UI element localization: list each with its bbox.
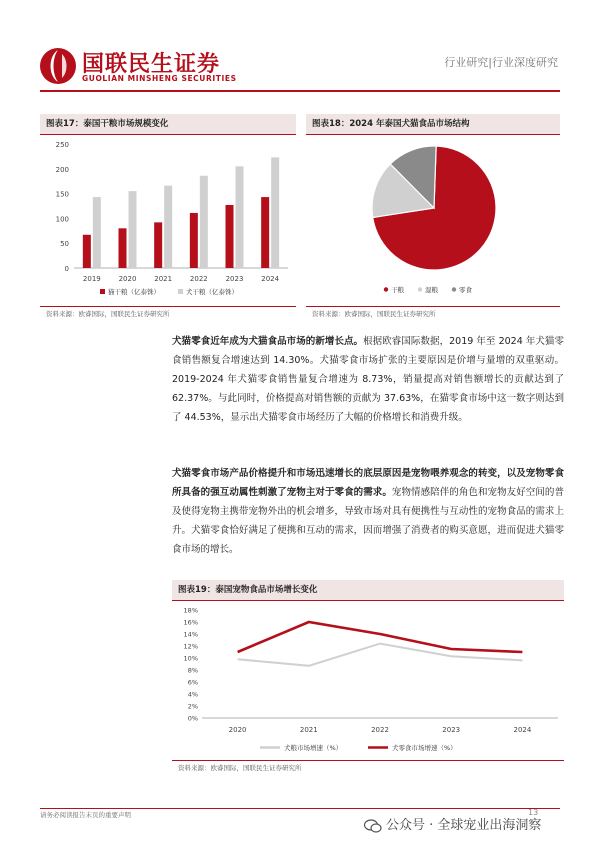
x-tick-label: 2020 [228, 726, 247, 734]
x-tick-label: 2020 [118, 275, 137, 283]
y-tick-label: 150 [55, 190, 69, 199]
paragraph-1 [172, 332, 564, 427]
y-tick-label: 8% [187, 666, 198, 675]
paragraph-2 [172, 464, 564, 559]
page-number: 13 [528, 808, 539, 817]
x-tick-label: 2024 [513, 726, 532, 734]
legend-label: 干粮 [391, 286, 404, 294]
watermark-text: 公众号 · 全球宠业出海洞察 [386, 818, 542, 833]
figure-19-source: 资料来源：欧睿国际，国联民生证券研究所 [178, 764, 302, 772]
bar [119, 228, 127, 268]
y-tick-label: 0 [64, 265, 69, 273]
watermark [364, 814, 541, 833]
report-section: 行业研究|行业深度研究 [444, 56, 558, 69]
y-tick-label: 100 [55, 215, 69, 224]
legend-label: 零食 [459, 286, 472, 294]
y-tick-label: 0% [187, 714, 198, 723]
y-tick-label: 2% [187, 702, 198, 711]
wechat-icon [364, 819, 382, 833]
bar [164, 186, 172, 268]
legend-dot [452, 287, 456, 291]
figure-18-source: 资料来源：欧睿国际，国联民生证券研究所 [312, 310, 436, 318]
figure-19-title-line [172, 600, 564, 601]
y-tick-label: 200 [55, 165, 69, 174]
paragraph-1-lead: 犬猫零食近年成为犬猫食品市场的新增长点。 [172, 336, 364, 347]
y-tick-label: 6% [187, 678, 198, 687]
x-tick-label: 2022 [189, 275, 208, 283]
y-tick-label: 12% [183, 642, 198, 651]
legend-label-dog-food: 犬粮市场增速（%） [284, 744, 343, 752]
legend-swatch-cat [100, 289, 105, 294]
x-tick-label: 2021 [299, 726, 318, 734]
line-series-dog-food [238, 644, 523, 666]
bar [83, 235, 91, 268]
y-tick-label: 14% [183, 630, 198, 639]
figure-17 [40, 114, 296, 304]
paragraph-2-body: 宠物情感陪伴的角色和宠物友好空间的普及使得宠物主携带宠物外出的机会增多，导致市场对具有便携性与互动性的宠物食品的需求上升。犬猫零食恰好满足了便携和互动的需求，因而增强了消费者的购买意愿，进而促进犬猫零食市场的增长。 [172, 487, 564, 555]
y-tick-label: 250 [55, 141, 69, 149]
y-tick-label: 16% [183, 618, 198, 627]
legend-label-cat: 猫干粮（亿泰铢） [108, 288, 160, 296]
figure-18-source-line [306, 306, 560, 307]
bar [271, 157, 279, 268]
pie-chart [306, 136, 560, 304]
bar [190, 213, 198, 268]
footer-divider [40, 808, 560, 809]
legend-label-dog-treats: 犬零食市场增速（%） [392, 744, 457, 752]
brand-name-cn: 国联民生证券 [82, 52, 221, 77]
legend-dot [384, 287, 388, 291]
y-tick-label: 18% [183, 606, 198, 615]
header-divider [40, 90, 560, 92]
figure-17-source: 资料来源：欧睿国际，国联民生证券研究所 [46, 310, 170, 318]
legend-label-dog: 犬干粮（亿泰铢） [186, 288, 238, 296]
bar [154, 222, 162, 268]
paragraph-2-lead: 犬猫零食市场产品价格提升和市场迅速增长的底层原因是宠物喂养观念的转变，以及宠物零食所具备的强互动属性刺激了宠物主对于零食的需求。 [172, 468, 564, 498]
bar [261, 197, 269, 268]
legend-dot [418, 287, 422, 291]
bar [236, 166, 244, 268]
brand-name-en: GUOLIAN MINSHENG SECURITIES [82, 74, 237, 83]
bar [200, 176, 208, 268]
bar [226, 205, 234, 268]
figure-19-title: 图表19：泰国宠物食品市场增长变化 [172, 580, 564, 600]
bar [93, 197, 101, 268]
figure-17-title: 图表17：泰国干粮市场规模变化 [40, 114, 296, 134]
bar-chart [40, 136, 296, 304]
x-tick-label: 2019 [82, 275, 101, 283]
x-tick-label: 2022 [371, 726, 389, 734]
figure-17-title-line [40, 134, 296, 135]
figure-17-source-line [40, 306, 296, 307]
footer-disclaimer: 请务必阅读报告末页的重要声明 [40, 811, 131, 819]
y-tick-label: 50 [60, 240, 69, 249]
x-tick-label: 2023 [225, 275, 244, 283]
x-tick-label: 2024 [261, 275, 280, 283]
x-tick-label: 2021 [154, 275, 173, 283]
figure-19-source-line [172, 760, 564, 761]
paragraph-1-body: 根据欧睿国际数据，2019 年至 2024 年犬猫零食销售额复合增速达到 14.30%。犬猫零食市场扩张的主要原因是价增与量增的双重驱动。2019-2024 年犬猫零食销售量复合增速为 8.73%，销量提高对销售额增长的贡献达到了 62.37%。与此同时，价格提高对销售额的贡献为 37.63%，在猫零食市场中这一数字则达到了 44.53%，显示出犬猫零食市场经历了大幅的价格增长和消费升级。 [172, 336, 564, 423]
figure-18 [306, 114, 560, 304]
figure-18-title-line [306, 134, 560, 135]
x-tick-label: 2023 [442, 726, 461, 734]
legend-swatch-dog [178, 289, 183, 294]
company-logo-icon [38, 46, 78, 86]
line-series-dog-treats [238, 622, 523, 652]
figure-19 [172, 580, 564, 760]
line-chart [172, 602, 564, 760]
figure-18-title: 图表18：2024 年泰国犬猫食品市场结构 [306, 114, 560, 134]
page-header [0, 0, 600, 92]
y-tick-label: 4% [187, 690, 198, 699]
y-tick-label: 10% [183, 654, 198, 663]
bar [129, 191, 137, 268]
legend-label: 湿粮 [425, 286, 438, 294]
